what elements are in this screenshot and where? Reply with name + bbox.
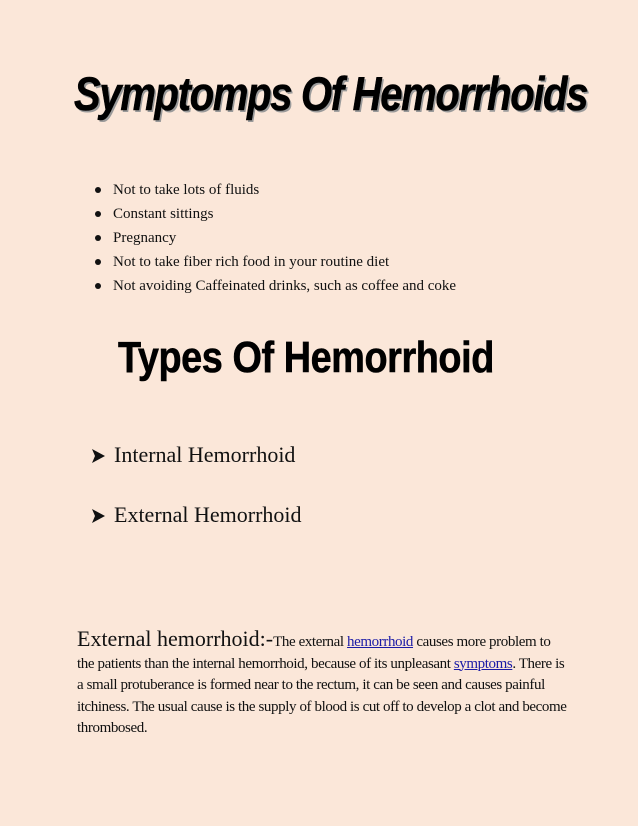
- section-paragraph: [77, 626, 567, 740]
- bullet-icon: [95, 211, 101, 217]
- list-item-text: Pregnancy: [113, 230, 177, 246]
- section-lead: External hemorrhoid:-: [77, 626, 274, 651]
- list-item: [88, 438, 302, 498]
- list-item: [94, 226, 456, 250]
- hemorrhoid-link[interactable]: hemorrhoid: [347, 634, 414, 650]
- external-hemorrhoid-section: [77, 626, 567, 740]
- symptoms-link[interactable]: symptoms: [453, 655, 513, 672]
- list-item: [94, 202, 456, 226]
- section-text: The external: [273, 634, 348, 650]
- list-item-text: Not avoiding Caffeinated drinks, such as coffee and coke: [113, 278, 457, 294]
- list-item-text: Not to take lots of fluids: [113, 182, 260, 198]
- list-item-text: Not to take fiber rich food in your routine diet: [113, 254, 390, 270]
- list-item: [94, 178, 456, 202]
- list-item: [88, 498, 302, 558]
- list-item: [94, 250, 456, 274]
- types-list: [88, 438, 302, 558]
- types-heading: Types Of Hemorrhoid: [118, 333, 494, 382]
- arrow-bullet-icon: [88, 498, 114, 532]
- bullet-icon: [95, 235, 101, 241]
- list-item-text: External Hemorrhoid: [114, 502, 302, 527]
- bullet-icon: [95, 259, 101, 265]
- arrow-bullet-icon: [88, 438, 114, 472]
- list-item-text: Internal Hemorrhoid: [114, 442, 296, 467]
- symptoms-heading: Symptomps Of Hemorrhoids: [74, 67, 588, 120]
- bullet-icon: [95, 187, 101, 193]
- list-item: [94, 274, 456, 298]
- section-text: causes more problem to the patients than the internal hemorrhoid, because of its unpleasant: [77, 634, 551, 672]
- symptoms-list: [94, 178, 456, 298]
- list-item-text: Constant sittings: [113, 206, 214, 222]
- bullet-icon: [95, 283, 101, 289]
- section-text: . There is a small protuberance is formed near to the rectum, it can be seen and causes painful itchiness. The usual cause is the supply of blood is cut off to develop a clot and become thrombosed.: [77, 655, 567, 736]
